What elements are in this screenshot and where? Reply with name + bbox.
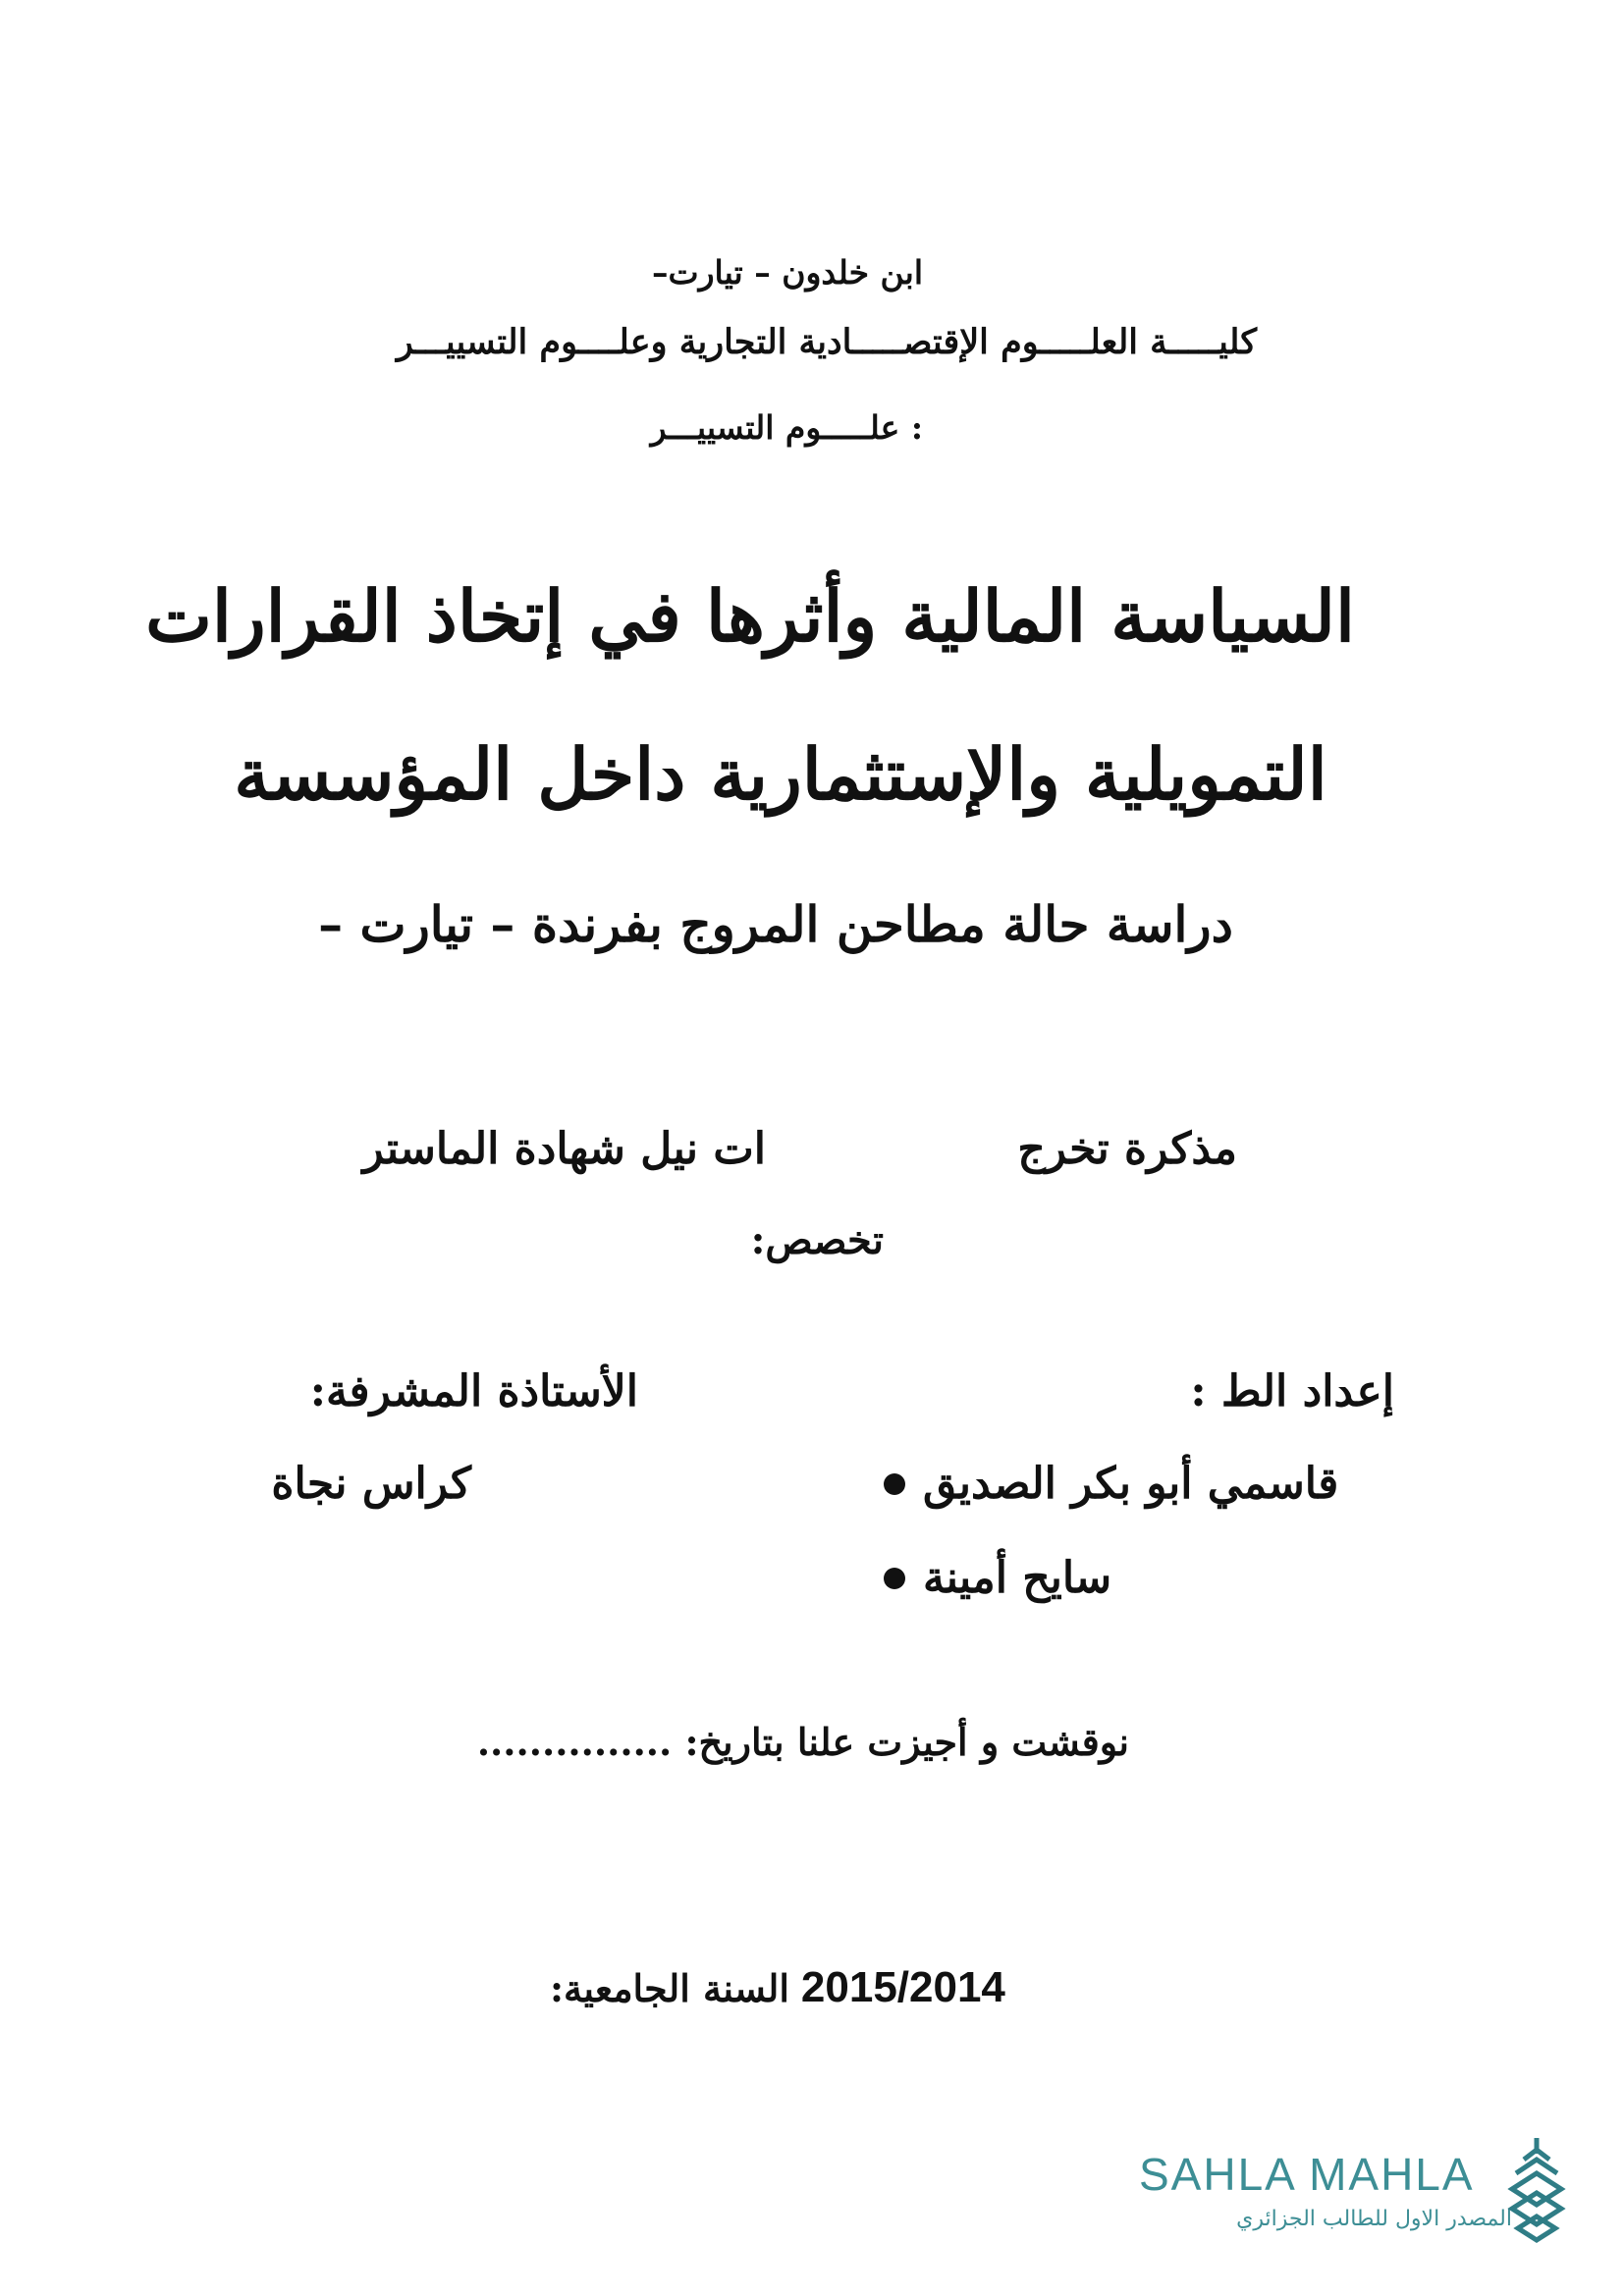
bullet-icon bbox=[884, 1473, 905, 1495]
degree-fragment: ات نيل شهادة الماستر bbox=[362, 1124, 766, 1174]
student-name: قاسمي أبو بكر الصديق bbox=[923, 1459, 1339, 1509]
student-item bbox=[884, 1553, 1404, 1603]
memoir-label: مذكرة تخرج bbox=[1017, 1124, 1237, 1174]
thesis-title-line-2: التمويلية والإستثمارية داخل المؤسسة bbox=[234, 732, 1327, 816]
logo-tagline: المصدر الاول للطالب الجزائري bbox=[1236, 2207, 1512, 2231]
student-name: سايح أمينة bbox=[923, 1553, 1112, 1603]
academic-year bbox=[550, 1963, 1021, 2012]
sahla-mahla-logo bbox=[1139, 2130, 1571, 2248]
logo-brand-text: SAHLA MAHLA bbox=[1139, 2149, 1475, 2200]
supervisor-label: الأستاذة المشرفة: bbox=[309, 1366, 638, 1416]
specialty-label: تخصص: bbox=[750, 1217, 884, 1263]
case-study-subtitle: دراسة حالة مطاحن المروج بفرندة – تيارت – bbox=[318, 895, 1233, 953]
discussion-date-line: نوقشت و أجيزت علنا بتاريخ: ............... bbox=[476, 1720, 1129, 1764]
thesis-title-line-1: السياسة المالية وأثرها في إتخاذ القرارات bbox=[145, 574, 1355, 658]
department-name: : علـــــوم التسييـــر bbox=[650, 408, 923, 447]
academic-year-label: السنة الجامعية: bbox=[550, 1966, 789, 2010]
academic-year-value: 2015/2014 bbox=[800, 1963, 1005, 2011]
faculty-name: كليـــــة العلـــــوم الإقتصـــــادية التجارية وعلــــوم التسييـــر bbox=[396, 322, 1257, 362]
logo-mark-icon bbox=[1502, 2130, 1571, 2248]
student-item bbox=[884, 1459, 1404, 1509]
bullet-icon bbox=[884, 1568, 905, 1589]
supervisor-name: كراس نجاة bbox=[271, 1459, 471, 1509]
university-name: ابن خلدون – تيارت– bbox=[652, 253, 923, 292]
students-label: إعداد الط : bbox=[1190, 1366, 1394, 1416]
